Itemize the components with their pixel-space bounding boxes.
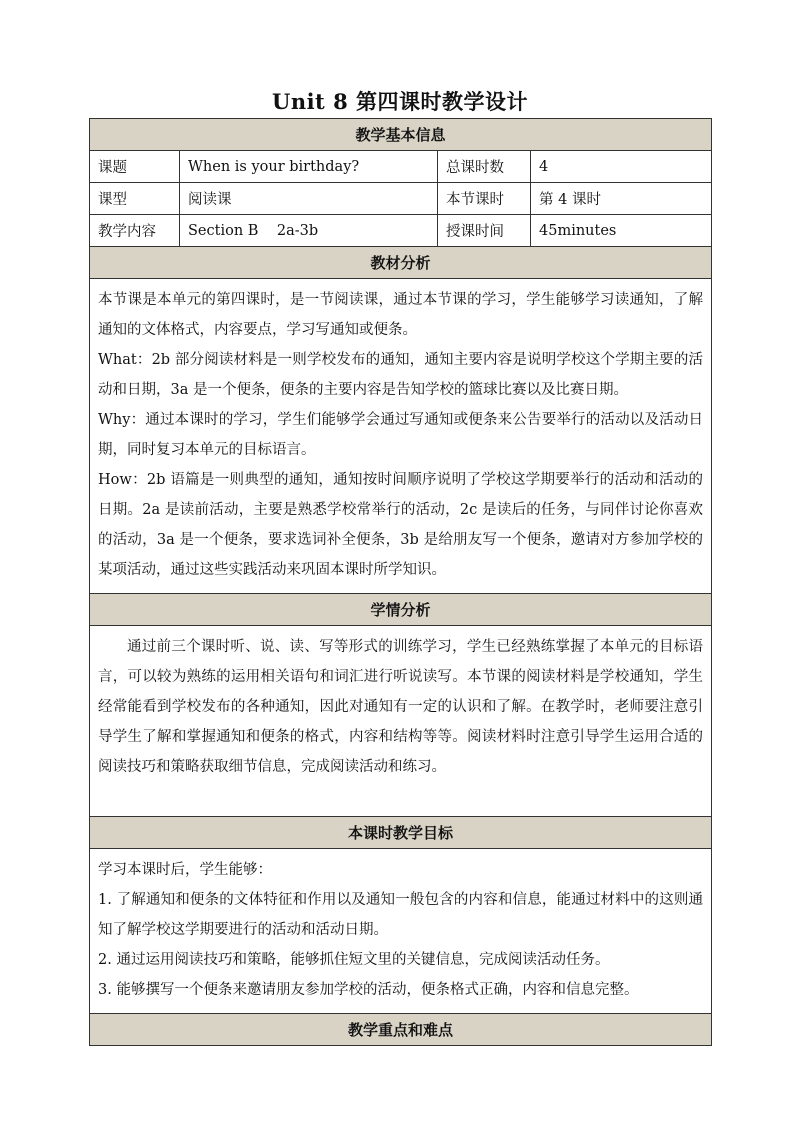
learner-body: [90, 626, 712, 817]
learner-body-row: [90, 626, 712, 817]
material-paragraph-why: Why：通过本课时的学习，学生们能够学会通过写通知或便条来公告要举行的活动以及活动日期，同时复习本单元的目标语言。: [98, 412, 704, 458]
lesson-type-label: 课型: [90, 183, 180, 215]
learner-header-row: [90, 594, 712, 626]
key-points-header-row: [90, 1014, 712, 1046]
material-header-row: [90, 247, 712, 279]
current-lesson-label: 本节课时: [438, 183, 531, 215]
page-title: Unit 8 第四课时教学设计: [272, 89, 528, 114]
lesson-type-value: 阅读课: [180, 183, 438, 215]
current-lesson-value: 第 4 课时: [531, 183, 712, 215]
topic-value: When is your birthday?: [180, 151, 438, 183]
material-header: 教材分析: [90, 247, 712, 279]
goal-item-2: 2. 通过运用阅读技巧和策略，能够抓住短文里的关键信息，完成阅读活动任务。: [98, 952, 610, 968]
learner-header: 学情分析: [90, 594, 712, 626]
topic-label: 课题: [90, 151, 180, 183]
info-row-content: [90, 215, 712, 247]
basic-info-header-row: [90, 119, 712, 151]
learner-paragraph: 通过前三个课时听、说、读、写等形式的训练学习，学生已经熟练掌握了本单元的目标语言，可以较为熟练的运用相关语句和词汇进行听说读写。本节课的阅读材料是学校通知，学生经常能看到学校发布的各种通知，因此对通知有一定的认识和了解。在教学时，老师要注意引导学生了解和掌握通知和便条的格式，内容和结构等等。阅读材料时注意引导学生运用合适的阅读技巧和策略获取细节信息，完成阅读活动和练习。: [98, 639, 704, 775]
duration-value: 45minutes: [531, 215, 712, 247]
lesson-plan-table: [89, 118, 711, 1046]
total-lessons-label: 总课时数: [438, 151, 531, 183]
total-lessons-value: 4: [531, 151, 712, 183]
goals-intro: 学习本课时后，学生能够：: [98, 862, 272, 878]
info-row-type: [90, 183, 712, 215]
content-value: Section B 2a-3b: [180, 215, 438, 247]
goals-header: 本课时教学目标: [90, 817, 712, 849]
goals-body-row: [90, 849, 712, 1014]
goals-header-row: [90, 817, 712, 849]
goal-item-1: 1. 了解通知和便条的文体特征和作用以及通知一般包含的内容和信息，能通过材料中的这则通知了解学校这学期要进行的活动和活动日期。: [98, 892, 704, 938]
duration-label: 授课时间: [438, 215, 531, 247]
info-row-topic: [90, 151, 712, 183]
goal-item-3: 3. 能够撰写一个便条来邀请朋友参加学校的活动，便条格式正确，内容和信息完整。: [98, 982, 639, 998]
content-label: 教学内容: [90, 215, 180, 247]
basic-info-header: 教学基本信息: [90, 119, 712, 151]
material-body-row: [90, 279, 712, 594]
goals-body: [90, 849, 712, 1014]
material-body: [90, 279, 712, 594]
key-points-header: 教学重点和难点: [90, 1014, 712, 1046]
material-paragraph: 本节课是本单元的第四课时，是一节阅读课，通过本节课的学习，学生能够学习读通知，了解通知的文体格式，内容要点，学习写通知或便条。: [98, 292, 704, 338]
material-paragraph-what: What：2b 部分阅读材料是一则学校发布的通知，通知主要内容是说明学校这个学期主要的活动和日期，3a 是一个便条，便条的主要内容是告知学校的篮球比赛以及比赛日期。: [98, 352, 704, 398]
material-paragraph-how: How：2b 语篇是一则典型的通知，通知按时间顺序说明了学校这学期要举行的活动和活动的日期。2a 是读前活动，主要是熟悉学校常举行的活动，2c 是读后的任务，与同伴讨论你喜欢的活动，3a 是一个便条，要求选词补全便条，3b 是给朋友写一个便条，邀请对方参加学校的某项活动，通过这些实践活动来巩固本课时所学知识。: [98, 472, 704, 578]
